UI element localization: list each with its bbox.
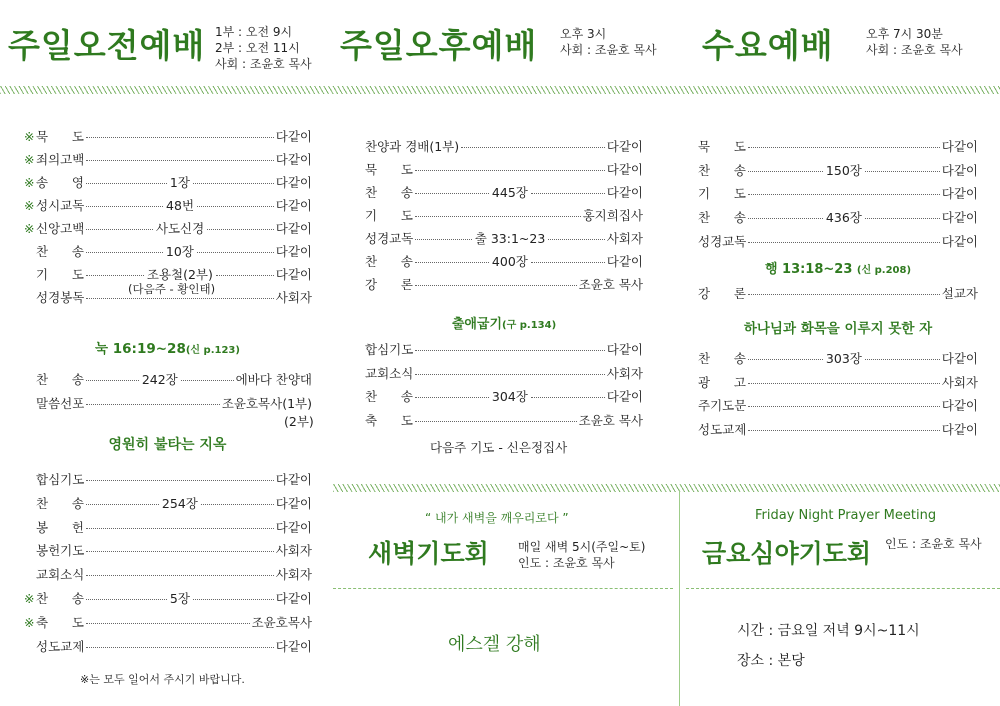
dot-leader: [865, 171, 940, 172]
dot-leader: [531, 262, 605, 263]
service-row: [24, 198, 312, 214]
service-row: [698, 210, 978, 226]
service-item-label: 찬양과 경배(1부): [365, 139, 460, 154]
service-row: [24, 615, 312, 631]
service-item-person: 사회자: [941, 374, 978, 390]
dot-leader: [748, 383, 940, 384]
info-line: 매일 새벽 5시(주일~토): [518, 540, 646, 554]
service-row: [698, 234, 978, 250]
dot-leader: [86, 623, 250, 624]
service-row: [365, 254, 643, 270]
service-item-person: 에바다 찬양대: [235, 372, 312, 387]
service-item-person: 홍지희집사: [582, 208, 643, 223]
dawn-divider: [333, 588, 673, 589]
service-row: [365, 162, 643, 178]
service-item-label: 교회소식: [36, 567, 85, 583]
study-title: 출애굽기: [451, 317, 503, 332]
service-item-person: 다같이: [606, 389, 644, 405]
service-item-person: 다같이: [941, 398, 978, 414]
service-item-person: 다같이: [606, 254, 644, 269]
service-row: [698, 422, 978, 438]
service-item-person: 사회자: [606, 365, 643, 381]
service-row: [365, 185, 643, 201]
dot-leader: [748, 294, 940, 295]
service-item-detail: 사도신경: [155, 221, 205, 236]
service-item-label: 축 도: [36, 614, 84, 630]
dot-leader: [865, 359, 940, 360]
standing-mark: ※: [24, 614, 35, 630]
service-item-label: 광 고: [698, 374, 746, 390]
friday-prayer-title: 금요심야기도회: [702, 539, 872, 568]
info-line: 사회 : 조윤호 목사: [560, 43, 657, 57]
service-item-label: 성도교제: [698, 422, 747, 438]
prayer-next-note: (다음주 - 황인태): [128, 282, 216, 296]
dot-leader: [415, 374, 604, 375]
service-row: [365, 208, 643, 224]
service-item-detail: 445장: [491, 185, 528, 200]
service-item-label: 죄의고백: [36, 152, 85, 167]
info-line: 사회 : 조윤호 목사: [866, 43, 963, 57]
service-item-detail: 254장: [161, 495, 198, 511]
dot-leader: [748, 359, 823, 360]
service-item-person: 다같이: [606, 139, 643, 154]
service-item-person: 다같이: [275, 221, 313, 236]
dot-leader: [193, 599, 274, 600]
service-row: [698, 286, 978, 302]
dot-leader: [86, 575, 273, 576]
study-page: (구 p.134): [502, 320, 557, 331]
dot-leader: [86, 504, 159, 505]
service-item-person: 다같이: [941, 233, 978, 249]
service-item-detail: 400장: [491, 254, 528, 269]
service-item-detail: 48번: [166, 198, 195, 213]
service-item-person: 설교자: [941, 286, 978, 301]
dot-leader: [86, 229, 153, 230]
service-row: [24, 175, 312, 191]
service-item-person: 사회자: [275, 290, 312, 305]
standing-mark: ※: [24, 221, 35, 236]
service-item-detail: 5장: [169, 591, 190, 606]
sunday-morning-info: [215, 24, 312, 72]
service-row: [365, 139, 643, 155]
service-item-label: 성도교제: [36, 638, 85, 654]
dot-leader: [415, 170, 605, 171]
service-item-detail: 150장: [825, 162, 862, 178]
service-item-detail: 출 33:1~23: [474, 231, 546, 246]
dot-leader: [415, 193, 489, 194]
service-item-label: 봉헌기도: [36, 543, 85, 559]
service-row: [24, 496, 312, 512]
dawn-prayer-topic: 에스겔 강해: [448, 634, 541, 655]
service-item-detail: 304장: [491, 389, 528, 405]
service-item-person: 사회자: [606, 231, 644, 246]
header-divider: [0, 86, 1000, 94]
dot-leader: [748, 194, 940, 195]
standing-mark: ※: [24, 129, 35, 144]
service-item-label: 묵 도: [365, 162, 413, 177]
service-row: [24, 221, 312, 237]
sunday-afternoon-title: 주일오후예배: [340, 26, 538, 65]
dot-leader: [415, 262, 489, 263]
wednesday-info: [866, 26, 963, 58]
service-item-label: 찬 송: [36, 495, 84, 511]
service-row: [24, 372, 312, 388]
dot-leader: [86, 551, 273, 552]
service-row: [365, 389, 643, 405]
dot-leader: [86, 404, 220, 405]
service-row: [24, 152, 312, 168]
service-item-person: 다같이: [606, 342, 643, 357]
info-line: 인도 : 조윤호 목사: [518, 556, 615, 570]
service-row: [698, 139, 978, 155]
service-item-person: 다같이: [941, 210, 979, 226]
service-row: [365, 366, 643, 382]
service-item-person: 다같이: [606, 162, 643, 177]
dot-leader: [415, 239, 471, 240]
service-row: [24, 591, 312, 607]
dot-leader: [86, 380, 139, 381]
service-item-label: 기 도: [698, 186, 746, 202]
service-item-label: 합심기도: [36, 472, 85, 487]
service-row: [24, 520, 312, 536]
service-item-person: 다같이: [606, 185, 644, 200]
service-item-person: 다같이: [275, 152, 312, 167]
service-item-label: 찬 송: [365, 254, 413, 269]
service-item-person: 다같이: [275, 244, 312, 259]
standing-mark: ※: [24, 152, 35, 167]
dot-leader: [216, 275, 274, 276]
dot-leader: [531, 193, 605, 194]
service-item-detail: 436장: [825, 210, 862, 226]
service-item-label: 묵 도: [698, 139, 746, 154]
service-row: [698, 351, 978, 367]
service-item-person: 다같이: [941, 422, 978, 438]
service-row: [365, 342, 643, 358]
dot-leader: [86, 206, 163, 207]
dot-leader: [86, 298, 273, 299]
service-item-label: 축 도: [365, 412, 413, 428]
scripture-ref: 눅 16:19~28: [95, 341, 186, 357]
service-item-label: 송 영: [36, 175, 84, 190]
service-row: [698, 398, 978, 414]
service-item-label: 찬 송: [698, 210, 746, 226]
dot-leader: [748, 147, 940, 148]
prayer-column-divider: [679, 492, 680, 706]
dot-leader: [415, 285, 577, 286]
service-item-label: 찬 송: [365, 185, 413, 200]
dot-leader: [86, 252, 163, 253]
scripture-ref: 행 13:18~23: [764, 262, 853, 277]
service-item-person: 조윤호목사(1부): [221, 396, 312, 411]
dot-leader: [748, 171, 823, 172]
friday-prayer-subtitle: Friday Night Prayer Meeting: [755, 508, 937, 523]
service-item-person: 사회자: [275, 543, 312, 559]
service-item-person: 다같이: [941, 186, 978, 202]
service-item-label: 강 론: [365, 277, 413, 292]
dot-leader: [86, 183, 167, 184]
service-item-detail: 1장: [169, 175, 190, 190]
service-item-person: 다같이: [275, 638, 312, 654]
dot-leader: [748, 430, 939, 431]
sunday-afternoon-info: [560, 26, 657, 58]
dot-leader: [748, 218, 823, 219]
dot-leader: [415, 350, 604, 351]
info-line: 사회 : 조윤호 목사: [215, 57, 312, 71]
service-item-person: 다같이: [275, 472, 312, 487]
service-row: [365, 413, 643, 429]
service-item-label: 봉 헌: [36, 519, 84, 535]
service-item-label: 신앙고백: [36, 221, 85, 236]
dot-leader: [531, 397, 605, 398]
service-row: [24, 129, 312, 145]
service-item-person: 다같이: [275, 591, 313, 606]
service-item-label: 기 도: [36, 267, 84, 282]
service-item-person: 다같이: [275, 129, 312, 144]
service-item-detail: 303장: [825, 351, 862, 366]
wednesday-scripture: [698, 258, 978, 277]
dot-leader: [207, 229, 274, 230]
info-line: 2부 : 오전 11시: [215, 41, 300, 55]
service-item-label: 찬 송: [36, 591, 84, 606]
service-item-person: 다같이: [275, 198, 312, 213]
dot-leader: [86, 137, 274, 138]
service-item-label: 찬 송: [36, 372, 84, 387]
service-item-label: 말씀선포: [36, 396, 85, 411]
dawn-prayer-quote: “ 내가 새벽을 깨우리로다 ”: [425, 511, 569, 525]
standing-mark: ※: [24, 198, 35, 213]
info-line: 오후 7시 30분: [866, 27, 943, 41]
service-item-label: 찬 송: [698, 162, 746, 178]
service-item-person: 다같이: [275, 267, 312, 282]
service-item-person: 조윤호 목사: [578, 412, 643, 428]
sunday-morning-sermon-title: 영원히 불타는 지옥: [108, 437, 227, 453]
scripture-page: (신 p.123): [185, 345, 240, 356]
dot-leader: [86, 528, 274, 529]
service-item-label: 찬 송: [698, 351, 746, 366]
friday-divider: [686, 588, 1000, 589]
friday-prayer-place: 장소 : 본당: [737, 653, 805, 669]
service-row: [24, 244, 312, 260]
service-item-label: 찬 송: [365, 389, 413, 405]
service-row: [698, 186, 978, 202]
dawn-prayer-info: [518, 539, 645, 571]
dot-leader: [197, 206, 274, 207]
service-item-label: 성경교독: [365, 231, 414, 246]
service-item-person: 다같이: [941, 139, 978, 154]
service-item-label: 합심기도: [365, 342, 414, 357]
service-item-person: 사회자: [275, 567, 312, 583]
info-line: 오후 3시: [560, 27, 607, 41]
service-row: [24, 396, 312, 412]
service-row: [24, 567, 312, 583]
friday-prayer-time: 시간 : 금요일 저녁 9시~11시: [737, 623, 920, 639]
service-row: [365, 231, 643, 247]
sunday-morning-title: 주일오전예배: [8, 26, 206, 65]
service-item-label: 교회소식: [365, 365, 414, 381]
dot-leader: [461, 147, 605, 148]
standing-mark: ※: [24, 591, 35, 606]
service-row: [365, 277, 643, 293]
dot-leader: [415, 216, 581, 217]
service-item-label: 성시교독: [36, 198, 85, 213]
service-row: [24, 543, 312, 559]
service-row: [24, 472, 312, 488]
dawn-prayer-title: 새벽기도회: [368, 539, 489, 568]
service-item-person: 다같이: [275, 519, 312, 535]
service-item-person: 다같이: [275, 175, 313, 190]
dot-leader: [415, 421, 577, 422]
dot-leader: [548, 239, 604, 240]
service-row: [24, 639, 312, 655]
service-item-detail: 10장: [165, 244, 194, 259]
prayer-section-divider: [333, 484, 1000, 492]
service-item-label: 성경교독: [698, 233, 747, 249]
service-item-person: 다같이: [275, 495, 313, 511]
dot-leader: [86, 647, 273, 648]
wednesday-title: 수요예배: [702, 26, 834, 65]
dot-leader: [865, 218, 940, 219]
next-week-prayer: 다음주 기도 - 신은정집사: [430, 440, 568, 455]
preach-2nd-service: (2부): [284, 414, 314, 429]
standing-mark: ※: [24, 175, 35, 190]
service-item-label: 성경봉독: [36, 290, 85, 305]
dot-leader: [201, 504, 274, 505]
service-item-person: 다같이: [941, 351, 979, 366]
service-row: [698, 163, 978, 179]
service-item-person: 조윤호목사: [251, 614, 312, 630]
service-item-label: 주기도문: [698, 398, 747, 414]
friday-prayer-leader: 인도 : 조윤호 목사: [885, 537, 982, 551]
service-item-person: 다같이: [941, 162, 979, 178]
dot-leader: [181, 380, 234, 381]
service-item-person: 조윤호 목사: [578, 277, 643, 292]
service-item-label: 묵 도: [36, 129, 84, 144]
sunday-morning-scripture: [30, 337, 305, 357]
dot-leader: [415, 397, 489, 398]
service-item-label: 찬 송: [36, 244, 84, 259]
info-line: 1부 : 오전 9시: [215, 25, 293, 39]
dot-leader: [86, 160, 273, 161]
dot-leader: [193, 183, 274, 184]
service-row: [698, 375, 978, 391]
sunday-afternoon-study: [365, 313, 643, 332]
dot-leader: [86, 599, 167, 600]
service-item-detail: 조용철(2부): [146, 267, 213, 282]
service-item-detail: 242장: [141, 372, 178, 387]
dot-leader: [197, 252, 274, 253]
wednesday-sermon-title: 하나님과 화목을 이루지 못한 자: [743, 321, 933, 337]
dot-leader: [86, 275, 144, 276]
service-item-label: 기 도: [365, 208, 413, 223]
scripture-page: (신 p.208): [856, 265, 912, 276]
dot-leader: [748, 406, 939, 407]
service-item-label: 강 론: [698, 286, 746, 301]
standing-footnote: ※는 모두 일어서 주시기 바랍니다.: [80, 673, 245, 686]
dot-leader: [748, 242, 939, 243]
dot-leader: [86, 480, 273, 481]
